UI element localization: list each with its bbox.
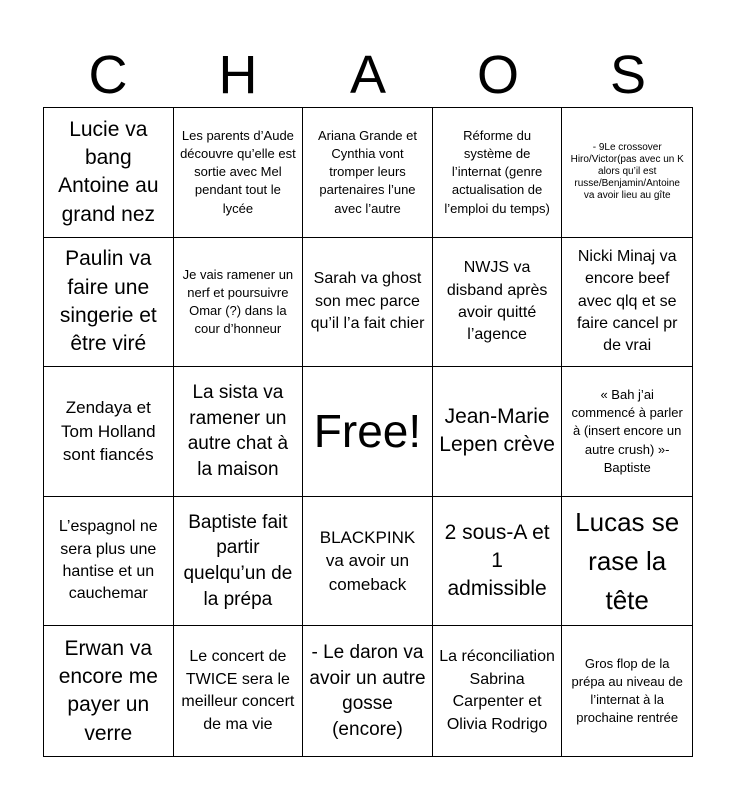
bingo-cell-text: Gros flop de la prépa au niveau de l’internat à la prochaine rentrée xyxy=(571,655,683,726)
bingo-cell-text: Réforme du système de l’internat (genre actualisation de l’emploi du temps) xyxy=(444,127,550,216)
title-letter-c: C xyxy=(88,45,128,105)
bingo-cell-text: 2 sous-A et 1 admissible xyxy=(444,520,550,601)
bingo-cell-text: La réconciliation Sabrina Carpenter et Olivia Rodrigo xyxy=(439,648,555,733)
bingo-cell-text: Lucie va bang Antoine au grand nez xyxy=(58,117,159,226)
bingo-cell-text: Nicki Minaj va encore beef avec qlq et se faire cancel pr de vrai xyxy=(576,247,678,355)
bingo-cell-r5c5[interactable] xyxy=(562,626,692,756)
bingo-cell-text: La sista va ramener un autre chat à la maison xyxy=(187,382,289,481)
bingo-cell-r1c4[interactable] xyxy=(433,108,563,238)
bingo-cell-r4c5[interactable] xyxy=(562,497,692,627)
bingo-cell-r1c2[interactable] xyxy=(174,108,304,238)
bingo-cell-r1c1[interactable] xyxy=(44,108,174,238)
bingo-cell-r5c2[interactable] xyxy=(174,626,304,756)
bingo-cell-text: Je vais ramener un nerf et poursuivre Omar (?) dans la cour d’honneur xyxy=(182,266,294,337)
bingo-cell-r1c5[interactable] xyxy=(562,108,692,238)
free-space-cell[interactable] xyxy=(303,367,433,497)
bingo-cell-text: - 9Le crossover Hiro/Victor(pas avec un K alors qu’il est russe/Benjamin/Antoine va avoir lieu au gîte xyxy=(570,142,684,202)
bingo-cell-text: Erwan va encore me payer un verre xyxy=(58,636,158,745)
bingo-cell-text: Jean-Marie Lepen crève xyxy=(439,405,555,457)
bingo-cell-r1c3[interactable] xyxy=(303,108,433,238)
bingo-cell-text: Le concert de TWICE sera le meilleur concert de ma vie xyxy=(181,648,295,733)
bingo-cell-r4c3[interactable] xyxy=(303,497,433,627)
bingo-cell-r4c2[interactable] xyxy=(174,497,304,627)
bingo-cell-r3c2[interactable] xyxy=(174,367,304,497)
bingo-cell-text: - Le daron va avoir un autre gosse (encore) xyxy=(309,641,426,740)
bingo-cell-text: Baptiste fait partir quelqu’un de la prépa xyxy=(183,511,293,610)
bingo-cell-r3c4[interactable] xyxy=(433,367,563,497)
bingo-cell-text: Sarah va ghost son mec parce qu’il l’a fait chier xyxy=(310,270,425,333)
bingo-cell-r2c4[interactable] xyxy=(433,238,563,368)
bingo-cell-r4c4[interactable] xyxy=(433,497,563,627)
bingo-cell-r5c4[interactable] xyxy=(433,626,563,756)
bingo-cell-text: Ariana Grande et Cynthia vont tromper leurs partenaires l’une avec l’autre xyxy=(317,127,417,216)
free-space-text: Free! xyxy=(313,404,422,457)
bingo-cell-r2c1[interactable] xyxy=(44,238,174,368)
bingo-cell-text: Lucas se rase la tête xyxy=(575,506,680,615)
bingo-cell-r3c1[interactable] xyxy=(44,367,174,497)
bingo-cell-r2c3[interactable] xyxy=(303,238,433,368)
bingo-cell-text: « Bah j’ai commencé à parler à (insert encore un autre crush) »- Baptiste xyxy=(571,387,683,475)
bingo-cell-r2c2[interactable] xyxy=(174,238,304,368)
bingo-cell-r5c1[interactable] xyxy=(44,626,174,756)
bingo-cell-text: Paulin va faire une singerie et être viré xyxy=(59,247,157,356)
bingo-cell-text: Les parents d’Aude découvre qu’elle est sortie avec Mel pendant tout le lycée xyxy=(180,127,296,216)
bingo-board xyxy=(43,107,693,757)
title-letter-s: S xyxy=(609,45,647,105)
bingo-title xyxy=(43,40,693,110)
title-letter-o: O xyxy=(476,45,519,105)
bingo-cell-r3c5[interactable] xyxy=(562,367,692,497)
title-letter-h: H xyxy=(218,45,258,105)
bingo-cell-text: Zendaya et Tom Holland sont fiancés xyxy=(61,398,156,465)
bingo-cell-text: BLACKPINK va avoir un comeback xyxy=(319,527,416,594)
bingo-cell-text: L’espagnol ne sera plus une hantise et un cauchemar xyxy=(58,518,158,603)
bingo-cell-text: NWJS va disband après avoir quitté l’agence xyxy=(446,259,548,344)
bingo-cell-r2c5[interactable] xyxy=(562,238,692,368)
title-letter-a: A xyxy=(349,45,387,105)
bingo-cell-r4c1[interactable] xyxy=(44,497,174,627)
bingo-cell-r5c3[interactable] xyxy=(303,626,433,756)
